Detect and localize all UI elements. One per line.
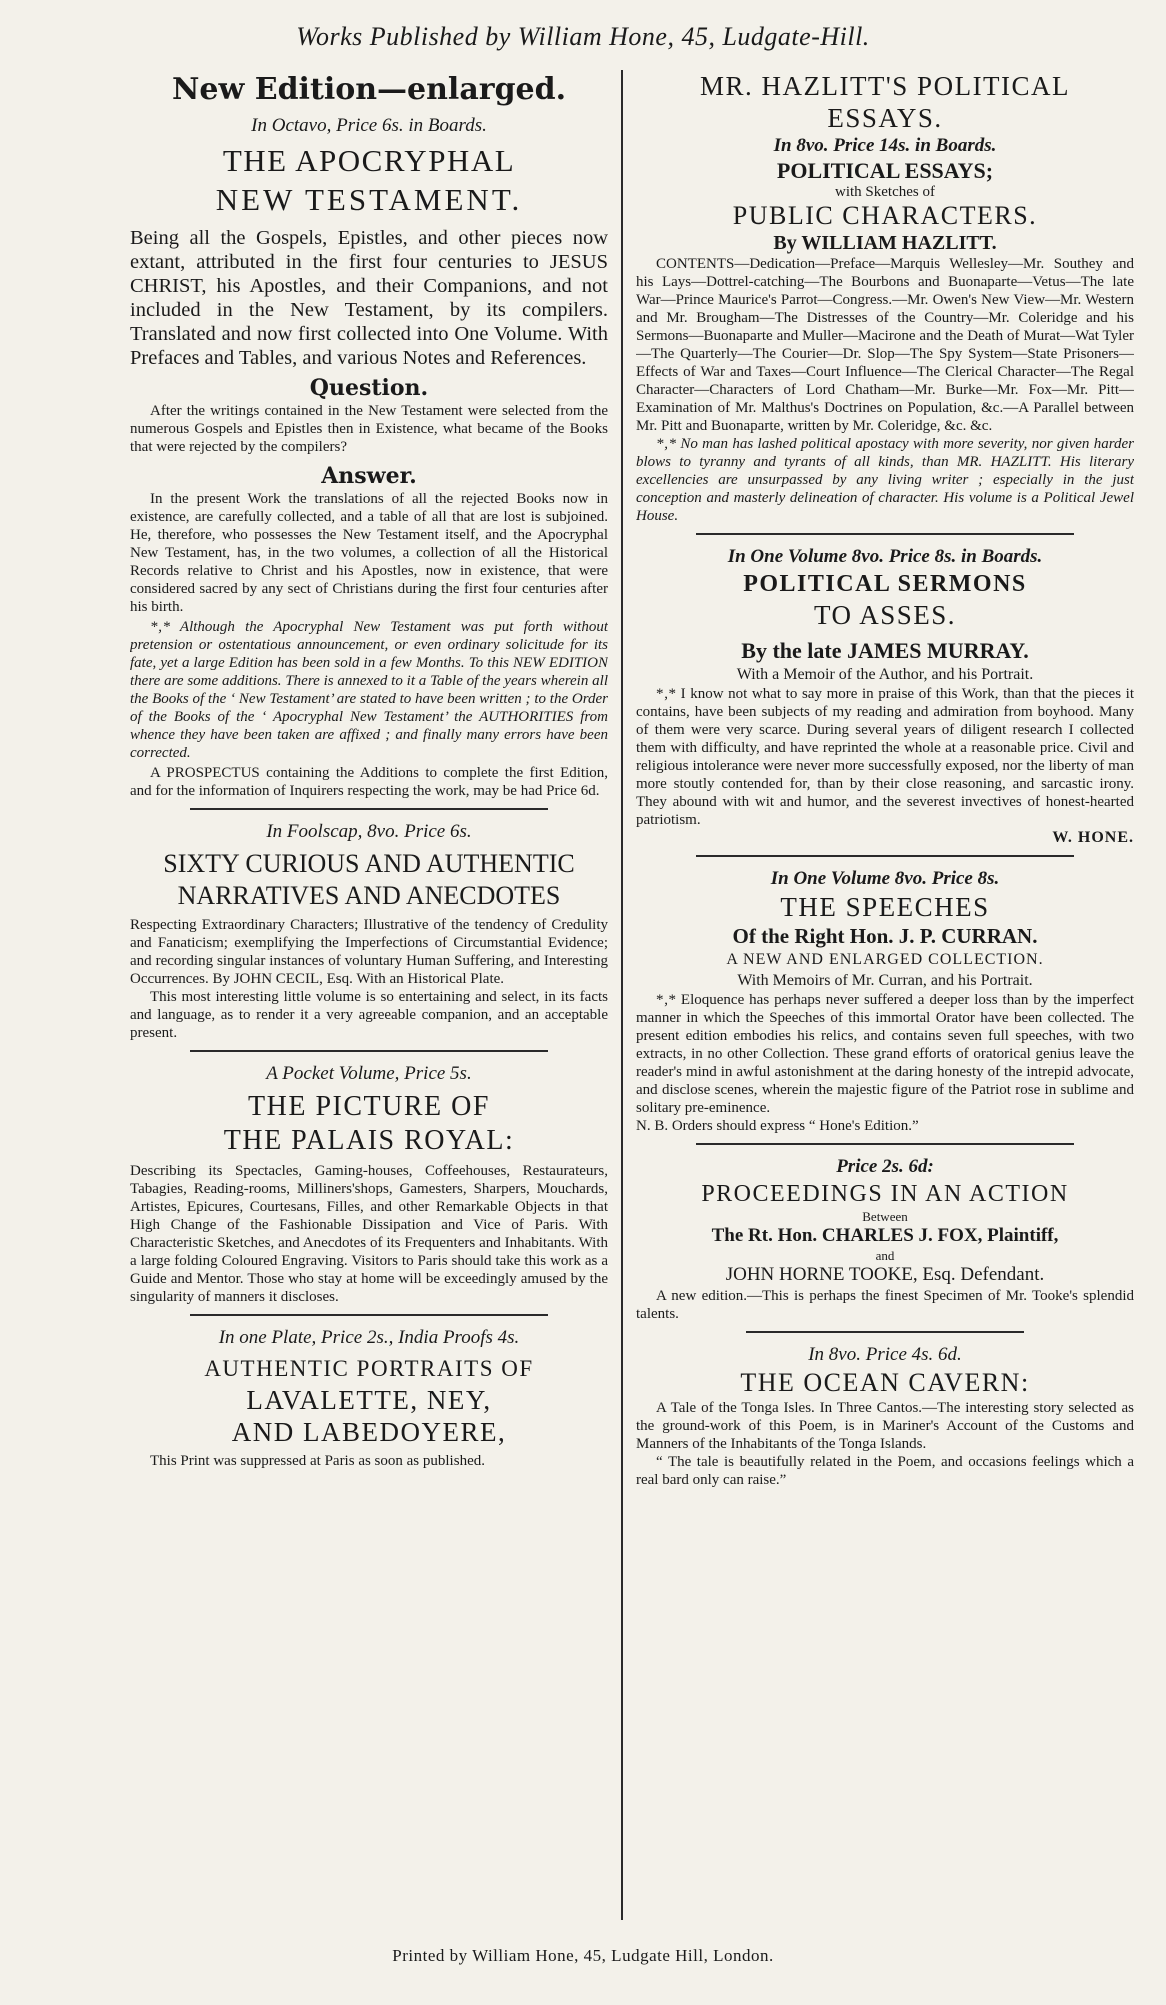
hazlitt-heading-1: MR. HAZLITT'S POLITICAL — [699, 71, 1071, 101]
proceedings-between: Between — [862, 1209, 908, 1224]
prospectus-text: A PROSPECTUS containing the Additions to complete the first Edition, and for the information of Inquirers respecting the work, may be had Price 6d. — [130, 765, 608, 799]
left-column — [130, 64, 608, 1922]
hazlitt-advert — [636, 70, 1134, 525]
sermons-price: In One Volume 8vo. Price 8s. in Boards. — [727, 546, 1043, 567]
curran-title-3: A NEW AND ENLARGED COLLECTION. — [726, 951, 1044, 968]
portraits-title-1: AUTHENTIC PORTRAITS OF — [204, 1356, 534, 1381]
sermons-signature: W. HONE. — [1052, 829, 1134, 846]
curran-nb: N. B. Orders should express “ Hone's Edition.” — [636, 1118, 919, 1134]
column-divider — [621, 70, 623, 1920]
curran-note: *‚* Eloquence has perhaps never suffered a deeper loss than by the imperfect manner in which the Speeches of this immortal Orator have been collected. The present edition embodies his relics, and contains seven full speeches, with two extracts, in no other Collection. These grand efforts of oratorical genius leave the reader's mind in awful astonishment at the daring honesty of the intrepid advocate, and disclose scenes, wherein the majestic figure of the Patriot rose in sublime and solitary pre-eminence. — [636, 992, 1134, 1116]
apocryphal-title-2: NEW TESTAMENT. — [215, 182, 523, 217]
apocryphal-advert — [130, 72, 608, 800]
portraits-description: This Print was suppressed at Paris as soon as published. — [150, 1453, 485, 1469]
sermons-title-1: POLITICAL SERMONS — [743, 571, 1027, 597]
ocean-quote: “ The tale is beautifully related in the Poem, and occasions feelings which a real bard only can raise.” — [636, 1454, 1134, 1488]
curran-price: In One Volume 8vo. Price 8s. — [770, 868, 1000, 889]
apocryphal-description: Being all the Gospels, Epistles, and other pieces now extant, attributed in the first four centuries to JESUS CHRIST, his Apostles, and their Companions, and not included in the New Testament, by its compilers. Translated and now first collected into One Volume. With Prefaces and Tables, and various Notes and References. — [130, 227, 608, 369]
curran-advert — [636, 867, 1134, 1135]
proceedings-price: Price 2s. 6d: — [836, 1156, 934, 1177]
hazlitt-title: POLITICAL ESSAYS; — [776, 158, 994, 183]
question-text: After the writings contained in the New Testament were selected from the numerous Gospels and Epistles then in Existence, what became of the Books that were rejected by the compilers? — [130, 403, 608, 455]
new-edition-banner: New Edition—enlarged. — [171, 72, 567, 107]
section-rule — [696, 533, 1074, 535]
portraits-price: In one Plate, Price 2s., India Proofs 4s. — [218, 1327, 520, 1348]
apocryphal-title-1: THE APOCRYPHAL — [222, 143, 516, 178]
sixty-note: This most interesting little volume is so entertaining and select, in its facts and language, as to render it a very agreeable companion, and an acceptable present. — [130, 989, 608, 1041]
hazlitt-heading-2: ESSAYS. — [827, 103, 943, 133]
curran-subtitle: With Memoirs of Mr. Curran, and his Portrait. — [737, 972, 1033, 989]
palais-title-2: THE PALAIS ROYAL: — [223, 1125, 515, 1156]
footer-imprint: Printed by William Hone, 45, Ludgate Hill, London. — [392, 1946, 774, 1965]
hazlitt-title-2: PUBLIC CHARACTERS. — [732, 201, 1038, 230]
hazlitt-subtitle: with Sketches of — [835, 184, 935, 200]
proceedings-advert — [636, 1155, 1134, 1323]
answer-text: In the present Work the translations of all the rejected Books now in existence, are carefully collected, and a table of all that are lost is subjoined. He, therefore, who possesses the New Testament itself, and the Apocryphal New Testament, has, in the two volumes, a collection of all the Historical Records relative to Christ and his Apostles, now in existence, that were considered sacred by any sect of Christians during the first four centuries after his birth. — [130, 491, 608, 615]
sermons-title-2: TO ASSES. — [813, 600, 957, 630]
proceedings-plaintiff: The Rt. Hon. CHARLES J. FOX, Plaintiff, — [711, 1225, 1059, 1246]
portraits-title-3: AND LABEDOYERE, — [231, 1417, 507, 1447]
palais-title-1: THE PICTURE OF — [248, 1091, 490, 1122]
question-heading: Question. — [309, 375, 429, 401]
section-rule — [190, 1050, 548, 1052]
portraits-title-2: LAVALETTE, NEY, — [246, 1385, 492, 1415]
sixty-title-2: NARRATIVES AND ANECDOTES — [177, 881, 561, 910]
section-rule — [696, 855, 1074, 857]
hazlitt-price: In 8vo. Price 14s. in Boards. — [773, 135, 997, 156]
palais-royal-advert — [130, 1062, 608, 1306]
apocryphal-note: *‚* Although the Apocryphal New Testament was put forth without pretension or ostentatious announcement, or even ordinary solicitude for its fate, yet a large Edition has been sold in a few Months. To this NEW EDITION there are some additions. There is annexed to it a Table of the years wherein all the Books of the ‘ New Testament’ are stated to have been written ; to the Order of the Books of the ‘ Apocryphal New Testament’ the AUTHORITIES from whence they have been taken are affixed ; and finally many errors have been corrected. — [130, 619, 608, 761]
sixty-description: Respecting Extraordinary Characters; Illustrative of the tendency of Credulity and Fanaticism; exemplifying the Imperfections of Circumstantial Evidence; and recording singular instances of voluntary Human Suffering, and Interesting Occurrences. By JOHN CECIL, Esq. With an Historical Plate. — [130, 917, 608, 987]
sixty-title-1: SIXTY CURIOUS AND AUTHENTIC — [163, 849, 575, 878]
ocean-price: In 8vo. Price 4s. 6d. — [808, 1344, 962, 1365]
palais-price: A Pocket Volume, Price 5s. — [266, 1063, 472, 1084]
curran-title-1: THE SPEECHES — [780, 892, 990, 922]
section-rule — [696, 1143, 1074, 1145]
hazlitt-contents: CONTENTS—Dedication—Preface—Marquis Wellesley—Mr. Southey and his Lays—Dottrel-catching—The Bourbons and Buonaparte—Vetus—The late War—Prince Maurice's Parrot—Congress.—Mr. Owen's New View—Mr. Western and Mr. Brougham—The Distresses of the Country—Mr. Coleridge and his Sermons—Buonaparte and Muller—Macirone and the Death of Murat—Wat Tyler—The Quarterly—The Courier—Dr. Slop—The Spy System—State Prisoners—Effects of War and Taxes—Court Influence—The Clerical Character—The Regal Character—Characters of Lord Chatham—Mr. Burke—Mr. Fox—Mr. Pitt—Examination of Mr. Malthus's Doctrines on Population, &c.—A Parallel between Mr. Pitt and Buonaparte, written by Mr. Coleridge, &c. &c. — [636, 256, 1134, 434]
proceedings-note: A new edition.—This is perhaps the finest Specimen of Mr. Tooke's splendid talents. — [636, 1288, 1134, 1322]
proceedings-title: PROCEEDINGS IN AN ACTION — [701, 1181, 1069, 1207]
sermons-advert — [636, 545, 1134, 847]
sixty-price: In Foolscap, 8vo. Price 6s. — [266, 821, 472, 842]
answer-heading: Answer. — [321, 463, 417, 489]
ocean-title: THE OCEAN CAVERN: — [740, 1368, 1030, 1397]
portraits-advert — [130, 1326, 608, 1470]
proceedings-and: and — [875, 1248, 895, 1263]
palais-description: Describing its Spectacles, Gaming-houses, Coffeehouses, Restaurateurs, Tabagies, Reading-rooms, Milliners'shops, Gamesters, Sharpers, Mouchards, Artistes, Epicures, Courtesans, Filles, and other Remarkable Objects in that High Change of the Fashionable Dissipation and Vice of Paris. With Characteristic Sketches, and Anecdotes of its Frequenters and Inhabitants. With a large folding Coloured Engraving. Visitors to Paris should take this work as a Guide and Mentor. Those who stay at home will be exceedingly amused by the singularity of manners it discloses. — [130, 1163, 608, 1305]
section-rule — [190, 808, 548, 810]
sixty-narratives-advert — [130, 820, 608, 1042]
right-column — [636, 64, 1134, 1922]
ocean-cavern-advert — [636, 1343, 1134, 1489]
curran-title-2: Of the Right Hon. J. P. CURRAN. — [732, 924, 1038, 948]
running-head: Works Published by William Hone, 45, Ludgate-Hill. — [296, 22, 870, 51]
hazlitt-note: *‚* No man has lashed political apostacy with more severity, nor given harder blows to tyranny and tyrants of all kinds, than MR. HAZLITT. His literary excellencies are unsurpassed by any living writer ; especially in the just conception and masterly delineation of character. His volume is a Political Jewel House. — [636, 436, 1134, 524]
section-rule — [746, 1331, 1024, 1333]
proceedings-defendant: JOHN HORNE TOOKE, Esq. Defendant. — [725, 1264, 1045, 1285]
apocryphal-price: In Octavo, Price 6s. in Boards. — [251, 115, 487, 136]
sermons-subtitle: With a Memoir of the Author, and his Portrait. — [736, 666, 1034, 683]
sermons-note: *‚* I know not what to say more in praise of this Work, than that the pieces it contains, have been subjects of my reading and admiration from boyhood. Many of them were very scarce. During several years of diligent research I collected them with difficulty, and have reprinted the whole at a reasonable price. Civil and religious intolerance were never more successfully exposed, nor the liberty of man more stoutly contended for, than by their close reasoning, and sarcastic irony. They abound with wit and humor, and the severest invectives of honest-hearted patriotism. — [636, 686, 1134, 828]
sermons-author: By the late JAMES MURRAY. — [741, 638, 1029, 663]
hazlitt-author: By WILLIAM HAZLITT. — [773, 232, 997, 254]
ocean-description: A Tale of the Tonga Isles. In Three Cantos.—The interesting story selected as the ground-work of this Poem, is in Mariner's Account of the Customs and Manners of the Inhabitants of the Tonga Islands. — [636, 1400, 1134, 1452]
section-rule — [190, 1314, 548, 1316]
